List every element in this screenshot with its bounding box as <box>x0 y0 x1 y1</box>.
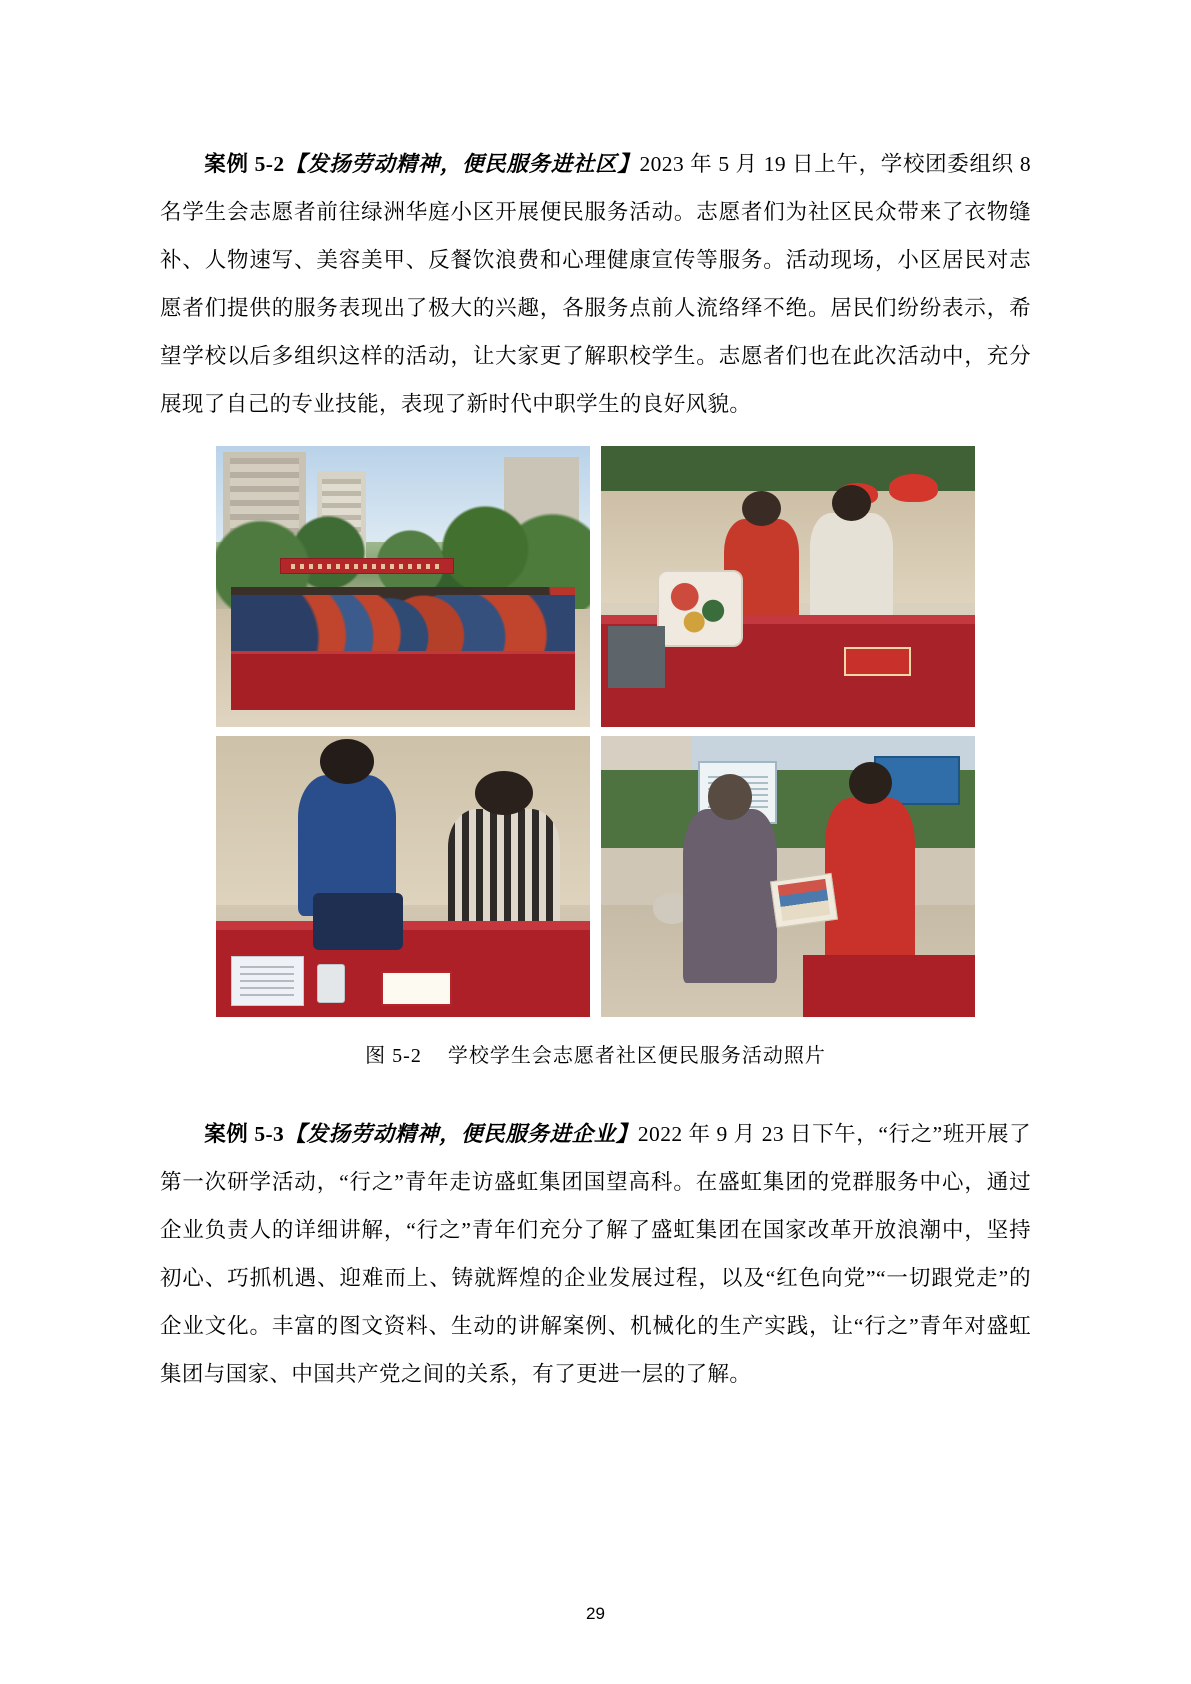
case-body-5-2: 2023 年 5 月 19 日上午，学校团委组织 8 名学生会志愿者前往绿洲华庭小区开展便民服务活动。志愿者们为社区民众带来了衣物缝补、人物速写、美容美甲、反餐饮浪费和心理健康宣传等服务。活动现场，小区居民对志愿者们提供的服务表现出了极大的兴趣，各服务点前人流络绎不绝。居民们纷纷表示，希望学校以后多组织这样的活动，让大家更了解职校学生。志愿者们也在此次活动中，充分展现了自己的专业技能，表现了新时代中职学生的良好风貌。 <box>160 152 1031 416</box>
photo-beauty-manicure <box>601 446 975 727</box>
photo-volunteers-booth <box>216 446 590 727</box>
photo4-red-desk <box>803 955 975 1017</box>
photo3-resident-head <box>475 771 533 815</box>
case-body-5-3: 2022 年 9 月 23 日下午，“行之”班开展了第一次研学活动，“行之”青年走访盛虹集团国望高科。在盛虹集团的党群服务中心，通过企业负责人的详细讲解，“行之”青年们充分了解了盛虹集团在国家改革开放浪潮中，坚持初心、巧抓机遇、迎难而上、铸就辉煌的企业发展过程，以及“红色向党”“一切跟党走”的企业文化。丰富的图文资料、生动的讲解案例、机械化的生产实践，让“行之”青年对盛虹集团与国家、中国共产党之间的关系，有了更进一层的了解。 <box>160 1122 1031 1386</box>
photo3-volunteer-head <box>320 739 374 784</box>
paragraph-case-5-3 <box>160 1110 1031 1398</box>
photo3-thread-jar <box>317 964 345 1003</box>
section-spacer <box>160 1068 1031 1110</box>
photo4-volunteer-head <box>849 762 892 804</box>
photo2-red-cap-right <box>889 474 938 502</box>
figure-number: 图 5-2 <box>365 1045 422 1067</box>
photo3-garment <box>313 893 403 949</box>
photo4-resident <box>683 809 777 983</box>
photo4-leaflet <box>770 872 838 927</box>
case-label-5-2: 案例 5-2 <box>204 152 285 176</box>
photo2-poster <box>608 626 664 688</box>
photo3-sewing-sign <box>381 971 452 1006</box>
photo1-red-banner <box>280 558 454 574</box>
photo-sewing-repair <box>216 736 590 1017</box>
photo2-volunteer-head <box>742 491 781 526</box>
figure-caption <box>160 1039 1031 1068</box>
photo-leaflet-handout <box>601 736 975 1017</box>
photo1-volunteer-row <box>231 595 575 657</box>
photo2-resident-head <box>832 485 871 521</box>
case-title-5-2: 【发扬劳动精神，便民服务进社区】 <box>284 152 640 176</box>
photo3-info-card <box>231 956 304 1006</box>
case-title-5-3: 【发扬劳动精神，便民服务进企业】 <box>284 1122 638 1146</box>
figure-caption-text: 学校学生会志愿者社区便民服务活动照片 <box>447 1045 826 1067</box>
photo-grid <box>160 446 1031 1017</box>
photo1-red-table <box>231 651 575 710</box>
photo2-cosmetics-bag <box>657 570 743 647</box>
case-label-5-3: 案例 5-3 <box>204 1122 285 1146</box>
photo4-resident-head <box>708 774 753 819</box>
photo4-volunteer <box>825 798 915 961</box>
figure-5-2 <box>160 446 1031 1068</box>
page-number: 29 <box>586 1604 605 1623</box>
paragraph-case-5-2 <box>160 140 1031 428</box>
photo2-service-sign <box>844 647 912 676</box>
